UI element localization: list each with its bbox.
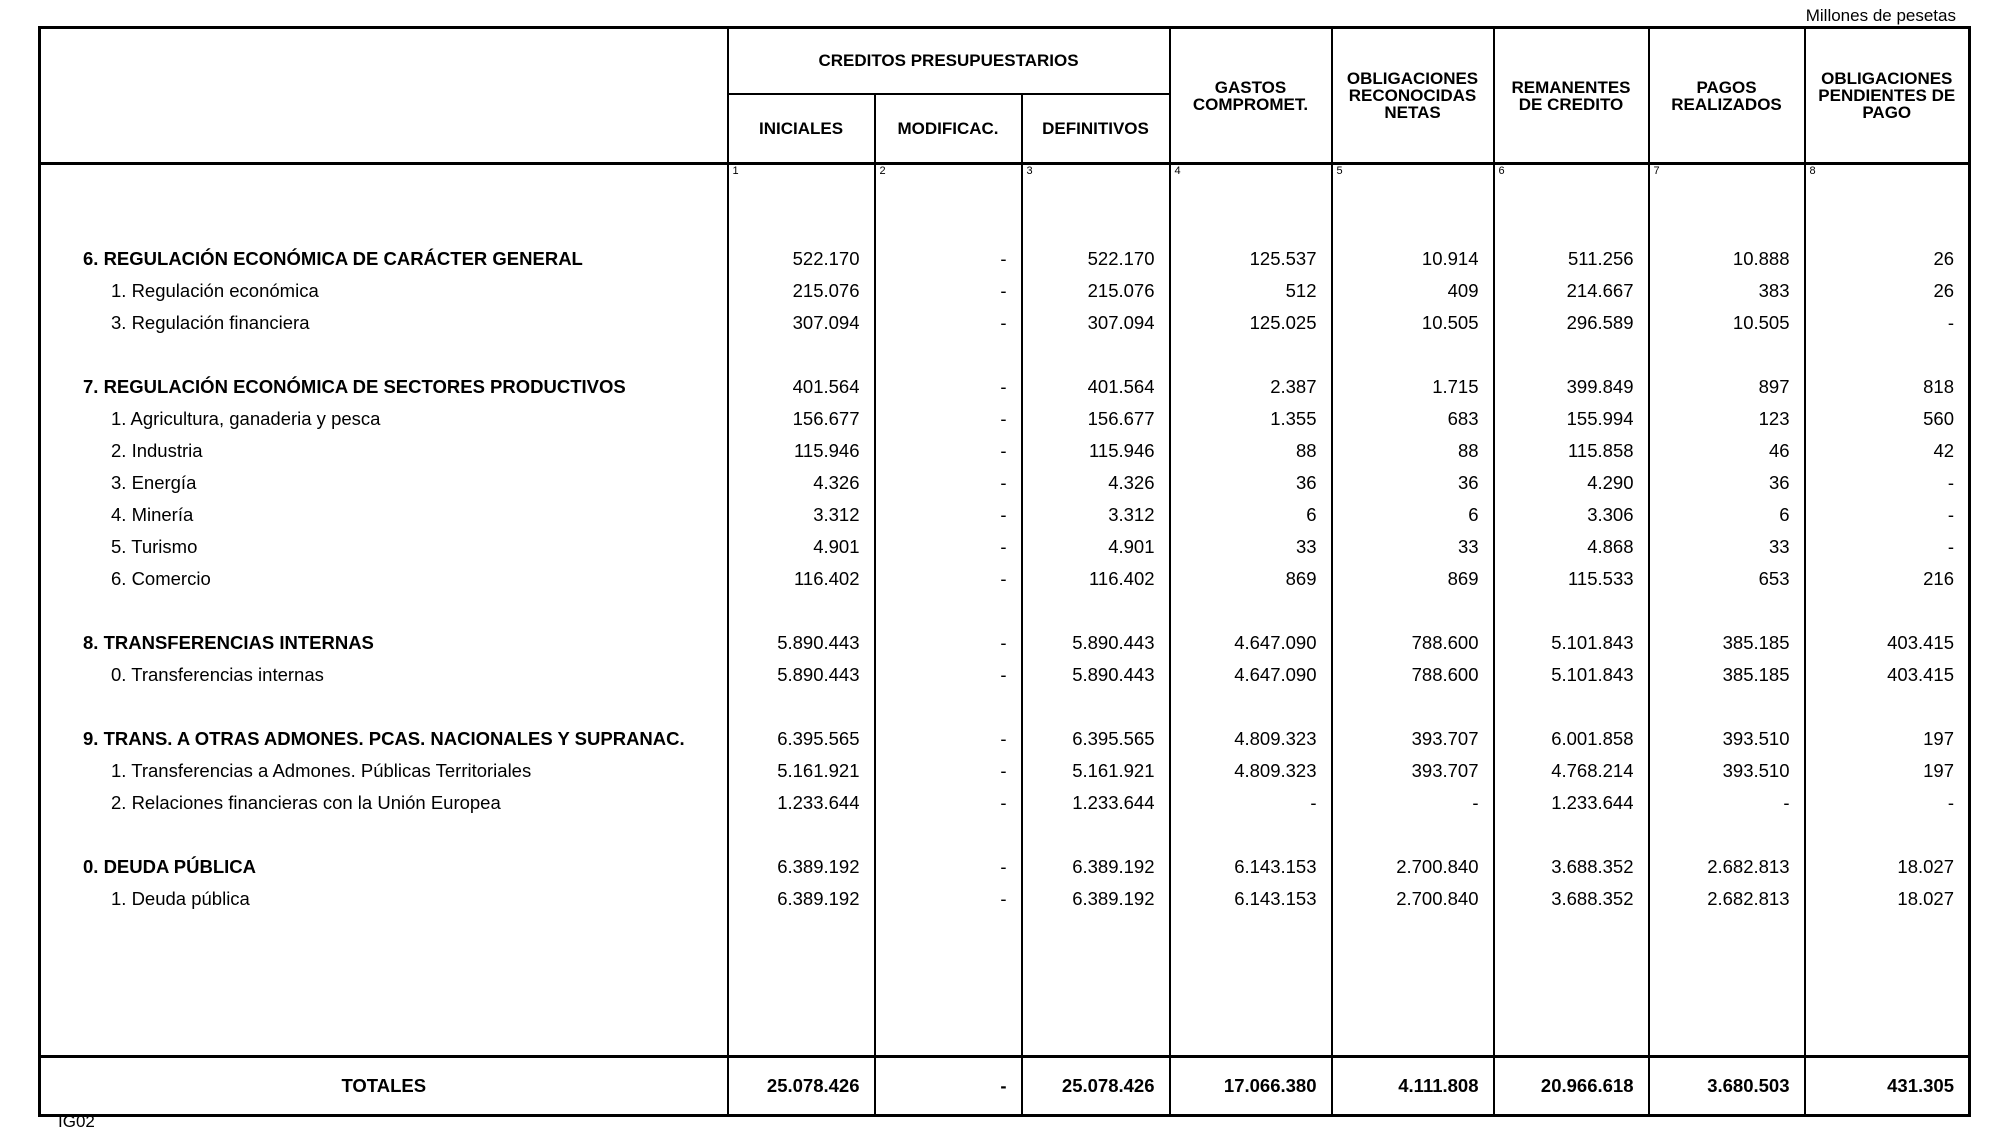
- table-row: [40, 275, 1970, 307]
- value-cell: 3.306: [1494, 499, 1649, 531]
- value-cell: 10.914: [1332, 243, 1494, 275]
- column-number-row: [40, 164, 1970, 212]
- value-cell: 1.233.644: [1022, 787, 1170, 819]
- totals-cell: 3.680.503: [1649, 1057, 1805, 1116]
- value-cell: -: [875, 627, 1022, 659]
- value-cell: 6.389.192: [728, 851, 875, 883]
- value-cell: 46: [1649, 435, 1805, 467]
- section-row: [40, 723, 1970, 755]
- value-cell: 4.868: [1494, 531, 1649, 563]
- value-cell: 116.402: [728, 563, 875, 595]
- row-label: 2. Relaciones financieras con la Unión Europea: [111, 792, 501, 813]
- value-cell: -: [875, 371, 1022, 403]
- value-cell: 216: [1805, 563, 1970, 595]
- value-cell: 653: [1649, 563, 1805, 595]
- totals-cell: 431.305: [1805, 1057, 1970, 1116]
- totals-cell: 25.078.426: [728, 1057, 875, 1116]
- table-row: [40, 467, 1970, 499]
- value-cell: 36: [1170, 467, 1332, 499]
- row-label: 1. Regulación económica: [111, 280, 319, 301]
- value-cell: 4.809.323: [1170, 723, 1332, 755]
- section-row: [40, 627, 1970, 659]
- value-cell: 3.688.352: [1494, 851, 1649, 883]
- value-cell: -: [875, 275, 1022, 307]
- value-cell: -: [875, 531, 1022, 563]
- row-label: 1. Agricultura, ganaderia y pesca: [111, 408, 381, 429]
- table-row: [40, 659, 1970, 691]
- row-label: 0. DEUDA PÚBLICA: [83, 856, 257, 877]
- column-number: 7: [1649, 164, 1805, 212]
- row-label: 6. Comercio: [111, 568, 211, 589]
- value-cell: 897: [1649, 371, 1805, 403]
- value-cell: 5.161.921: [1022, 755, 1170, 787]
- value-cell: 6: [1170, 499, 1332, 531]
- value-cell: -: [875, 467, 1022, 499]
- value-cell: 393.707: [1332, 755, 1494, 787]
- value-cell: 401.564: [728, 371, 875, 403]
- value-cell: 1.355: [1170, 403, 1332, 435]
- pagos-header: [1649, 28, 1805, 164]
- value-cell: -: [875, 659, 1022, 691]
- value-cell: 125.025: [1170, 307, 1332, 339]
- value-cell: 307.094: [728, 307, 875, 339]
- value-cell: 4.809.323: [1170, 755, 1332, 787]
- value-cell: 409: [1332, 275, 1494, 307]
- value-cell: 115.858: [1494, 435, 1649, 467]
- value-cell: 818: [1805, 371, 1970, 403]
- remanentes-header-line1: REMANENTES: [1511, 77, 1631, 97]
- value-cell: 5.890.443: [1022, 627, 1170, 659]
- column-number: 5: [1332, 164, 1494, 212]
- value-cell: 403.415: [1805, 627, 1970, 659]
- value-cell: 296.589: [1494, 307, 1649, 339]
- pendientes-header-line2: PENDIENTES DE: [1818, 86, 1956, 105]
- value-cell: 4.326: [1022, 467, 1170, 499]
- value-cell: 155.994: [1494, 403, 1649, 435]
- units-note: Millones de pesetas: [1805, 6, 1956, 25]
- value-cell: 560: [1805, 403, 1970, 435]
- value-cell: 393.707: [1332, 723, 1494, 755]
- value-cell: 5.161.921: [728, 755, 875, 787]
- value-cell: 10.888: [1649, 243, 1805, 275]
- remanentes-header-line2: DE CREDITO: [1518, 94, 1624, 114]
- section-row: [40, 851, 1970, 883]
- value-cell: -: [875, 243, 1022, 275]
- value-cell: 2.682.813: [1649, 851, 1805, 883]
- value-cell: -: [1805, 531, 1970, 563]
- value-cell: 26: [1805, 243, 1970, 275]
- pagos-header-line2: REALIZADOS: [1671, 94, 1782, 114]
- value-cell: 511.256: [1494, 243, 1649, 275]
- totals-cell: 17.066.380: [1170, 1057, 1332, 1116]
- value-cell: 156.677: [728, 403, 875, 435]
- section-row: [40, 243, 1970, 275]
- table-row: [40, 403, 1970, 435]
- row-label: 8. TRANSFERENCIAS INTERNAS: [83, 632, 374, 653]
- label-column-header: [40, 28, 728, 164]
- value-cell: -: [1805, 787, 1970, 819]
- value-cell: 4.326: [728, 467, 875, 499]
- value-cell: 3.312: [728, 499, 875, 531]
- row-label: 3. Regulación financiera: [111, 312, 310, 333]
- value-cell: 1.233.644: [728, 787, 875, 819]
- value-cell: 1.715: [1332, 371, 1494, 403]
- filler-row: [40, 915, 1970, 1057]
- value-cell: 214.667: [1494, 275, 1649, 307]
- value-cell: 393.510: [1649, 723, 1805, 755]
- value-cell: 2.387: [1170, 371, 1332, 403]
- row-label: 2. Industria: [111, 440, 203, 461]
- value-cell: -: [875, 307, 1022, 339]
- row-label: 0. Transferencias internas: [111, 664, 324, 685]
- value-cell: 6.143.153: [1170, 851, 1332, 883]
- value-cell: 197: [1805, 723, 1970, 755]
- table-row: [40, 563, 1970, 595]
- value-cell: -: [875, 499, 1022, 531]
- value-cell: 10.505: [1649, 307, 1805, 339]
- value-cell: 6: [1332, 499, 1494, 531]
- value-cell: 869: [1332, 563, 1494, 595]
- value-cell: 4.768.214: [1494, 755, 1649, 787]
- totals-label: TOTALES: [40, 1057, 728, 1116]
- footer-code: IG02: [58, 1112, 95, 1131]
- row-label: 3. Energía: [111, 472, 197, 493]
- totals-row: [40, 1057, 1970, 1116]
- value-cell: 788.600: [1332, 627, 1494, 659]
- obligaciones-header: [1332, 28, 1494, 164]
- value-cell: 42: [1805, 435, 1970, 467]
- value-cell: 2.700.840: [1332, 883, 1494, 915]
- spacer-row: [40, 211, 1970, 243]
- pendientes-header: [1805, 28, 1970, 164]
- table-row: [40, 755, 1970, 787]
- value-cell: -: [875, 403, 1022, 435]
- spacer-row: [40, 595, 1970, 627]
- spacer-row: [40, 691, 1970, 723]
- value-cell: 125.537: [1170, 243, 1332, 275]
- value-cell: 399.849: [1494, 371, 1649, 403]
- value-cell: 5.890.443: [728, 627, 875, 659]
- modificac-header: MODIFICAC.: [875, 94, 1022, 164]
- value-cell: 33: [1649, 531, 1805, 563]
- value-cell: 4.647.090: [1170, 627, 1332, 659]
- value-cell: 115.946: [728, 435, 875, 467]
- value-cell: 33: [1332, 531, 1494, 563]
- value-cell: -: [875, 435, 1022, 467]
- value-cell: 6.143.153: [1170, 883, 1332, 915]
- totals-cell: 25.078.426: [1022, 1057, 1170, 1116]
- section-row: [40, 371, 1970, 403]
- value-cell: -: [875, 787, 1022, 819]
- row-label: 7. REGULACIÓN ECONÓMICA DE SECTORES PRODUCTIVOS: [83, 376, 626, 397]
- table-row: [40, 435, 1970, 467]
- value-cell: 383: [1649, 275, 1805, 307]
- value-cell: 10.505: [1332, 307, 1494, 339]
- value-cell: -: [1649, 787, 1805, 819]
- obligaciones-header-line1: OBLIGACIONES: [1346, 69, 1479, 88]
- gastos-header-line1: GASTOS: [1214, 77, 1287, 97]
- row-label: 4. Minería: [111, 504, 194, 525]
- pendientes-header-line1: OBLIGACIONES: [1821, 69, 1953, 88]
- value-cell: -: [875, 883, 1022, 915]
- value-cell: -: [1805, 499, 1970, 531]
- column-number: 6: [1494, 164, 1649, 212]
- value-cell: -: [875, 755, 1022, 787]
- value-cell: 5.101.843: [1494, 659, 1649, 691]
- value-cell: -: [1170, 787, 1332, 819]
- value-cell: 1.233.644: [1494, 787, 1649, 819]
- value-cell: 6.389.192: [1022, 851, 1170, 883]
- value-cell: 197: [1805, 755, 1970, 787]
- value-cell: 385.185: [1649, 627, 1805, 659]
- value-cell: 156.677: [1022, 403, 1170, 435]
- value-cell: 88: [1332, 435, 1494, 467]
- iniciales-header: INICIALES: [728, 94, 875, 164]
- value-cell: 18.027: [1805, 851, 1970, 883]
- value-cell: 5.890.443: [728, 659, 875, 691]
- value-cell: 683: [1332, 403, 1494, 435]
- remanentes-header: [1494, 28, 1649, 164]
- value-cell: 2.682.813: [1649, 883, 1805, 915]
- row-label: 9. TRANS. A OTRAS ADMONES. PCAS. NACIONALES Y SUPRANAC.: [83, 728, 685, 749]
- table-row: [40, 883, 1970, 915]
- value-cell: 36: [1649, 467, 1805, 499]
- value-cell: 512: [1170, 275, 1332, 307]
- value-cell: 2.700.840: [1332, 851, 1494, 883]
- table-row: [40, 787, 1970, 819]
- value-cell: 5.890.443: [1022, 659, 1170, 691]
- value-cell: -: [875, 563, 1022, 595]
- spacer-row: [40, 339, 1970, 371]
- value-cell: 6.395.565: [728, 723, 875, 755]
- row-label: 6. REGULACIÓN ECONÓMICA DE CARÁCTER GENERAL: [83, 248, 583, 269]
- totals-cell: 4.111.808: [1332, 1057, 1494, 1116]
- value-cell: 6.395.565: [1022, 723, 1170, 755]
- value-cell: 26: [1805, 275, 1970, 307]
- value-cell: 115.533: [1494, 563, 1649, 595]
- definitivos-header: DEFINITIVOS: [1022, 94, 1170, 164]
- value-cell: 6.001.858: [1494, 723, 1649, 755]
- value-cell: 4.901: [1022, 531, 1170, 563]
- value-cell: 115.946: [1022, 435, 1170, 467]
- value-cell: 215.076: [728, 275, 875, 307]
- value-cell: -: [875, 851, 1022, 883]
- value-cell: -: [1332, 787, 1494, 819]
- value-cell: 522.170: [728, 243, 875, 275]
- value-cell: 4.290: [1494, 467, 1649, 499]
- value-cell: 3.688.352: [1494, 883, 1649, 915]
- column-number: 8: [1805, 164, 1970, 212]
- value-cell: 88: [1170, 435, 1332, 467]
- value-cell: -: [1805, 307, 1970, 339]
- obligaciones-header-line3: NETAS: [1384, 103, 1441, 122]
- value-cell: -: [875, 723, 1022, 755]
- creditos-group-header: CREDITOS PRESUPUESTARIOS: [728, 28, 1170, 94]
- value-cell: 4.901: [728, 531, 875, 563]
- table-row: [40, 307, 1970, 339]
- budget-table: [38, 26, 1971, 1117]
- value-cell: 18.027: [1805, 883, 1970, 915]
- spacer-row: [40, 819, 1970, 851]
- value-cell: 6.389.192: [728, 883, 875, 915]
- totals-cell: -: [875, 1057, 1022, 1116]
- value-cell: 36: [1332, 467, 1494, 499]
- table-row: [40, 499, 1970, 531]
- value-cell: 6.389.192: [1022, 883, 1170, 915]
- gastos-header: [1170, 28, 1332, 164]
- value-cell: 33: [1170, 531, 1332, 563]
- value-cell: 393.510: [1649, 755, 1805, 787]
- value-cell: 385.185: [1649, 659, 1805, 691]
- value-cell: 116.402: [1022, 563, 1170, 595]
- value-cell: 123: [1649, 403, 1805, 435]
- value-cell: 215.076: [1022, 275, 1170, 307]
- value-cell: 788.600: [1332, 659, 1494, 691]
- column-number: 3: [1022, 164, 1170, 212]
- value-cell: 5.101.843: [1494, 627, 1649, 659]
- value-cell: 4.647.090: [1170, 659, 1332, 691]
- obligaciones-header-line2: RECONOCIDAS: [1348, 86, 1477, 105]
- pagos-header-line1: PAGOS: [1696, 77, 1757, 97]
- value-cell: 522.170: [1022, 243, 1170, 275]
- value-cell: 869: [1170, 563, 1332, 595]
- gastos-header-line2: COMPROMET.: [1192, 94, 1309, 114]
- pendientes-header-line3: PAGO: [1862, 103, 1912, 122]
- row-label: 5. Turismo: [111, 536, 198, 557]
- column-number: 1: [728, 164, 875, 212]
- value-cell: 403.415: [1805, 659, 1970, 691]
- value-cell: 401.564: [1022, 371, 1170, 403]
- row-label: 1. Transferencias a Admones. Públicas Territoriales: [111, 760, 532, 781]
- value-cell: 3.312: [1022, 499, 1170, 531]
- column-number: 2: [875, 164, 1022, 212]
- column-number: 4: [1170, 164, 1332, 212]
- value-cell: 6: [1649, 499, 1805, 531]
- value-cell: -: [1805, 467, 1970, 499]
- table-row: [40, 531, 1970, 563]
- row-label: 1. Deuda pública: [111, 888, 250, 909]
- value-cell: 307.094: [1022, 307, 1170, 339]
- totals-cell: 20.966.618: [1494, 1057, 1649, 1116]
